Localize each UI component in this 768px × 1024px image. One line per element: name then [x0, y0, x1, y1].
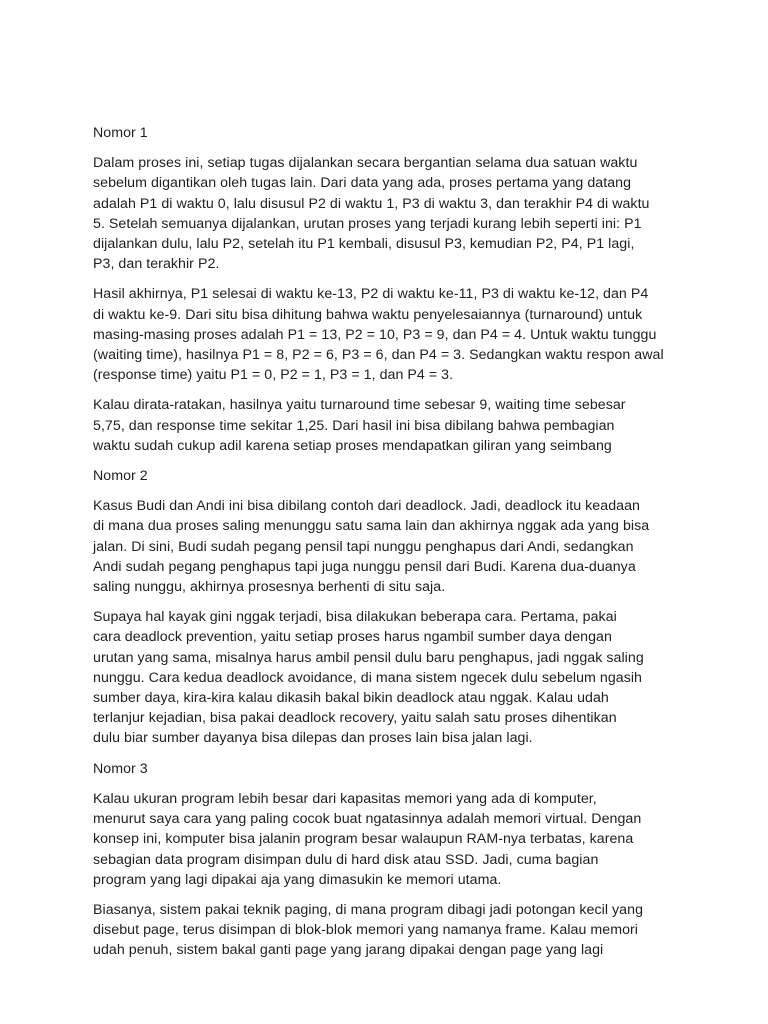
paragraph: Kalau dirata-ratakan, hasilnya yaitu turnaround time sebesar 9, waiting time sebesar 5,75, dan response time sekitar 1,25. Dari hasil ini bisa dibilang bahwa pembagian waktu sudah cukup adil karena setiap proses mendapatkan giliran yang seimbang [93, 397, 626, 454]
document-body [93, 123, 683, 971]
paragraph: Kalau ukuran program lebih besar dari kapasitas memori yang ada di komputer, menurut saya cara yang paling cocok buat ngatasinnya adalah memori virtual. Dengan konsep ini, komputer bisa jalanin program besar walaupun RAM-nya terbatas, karena sebagian data program disimpan dulu di hard disk atau SSD. Jadi, cuma bagian program yang lagi dipakai aja yang dimasukin ke memori utama. [93, 790, 642, 888]
paragraph: Supaya hal kayak gini nggak terjadi, bisa dilakukan beberapa cara. Pertama, pakai cara deadlock prevention, yaitu setiap proses harus ngambil sumber daya dengan urutan yang sama, misalnya harus ambil pensil dulu baru penghapus, jadi nggak saling nunggu. Cara kedua deadlock avoidance, di mana sistem ngecek dulu sebelum ngasih sumber daya, kira-kira kalau dikasih bakal bikin deadlock atau nggak. Kalau udah terlanjur kejadian, bisa pakai deadlock recovery, yaitu salah satu proses dihentikan dulu biar sumber dayanya bisa dilepas dan proses lain bisa jalan lagi. [93, 609, 644, 747]
section-heading: Nomor 3 [93, 760, 148, 777]
paragraph: Kasus Budi dan Andi ini bisa dibilang contoh dari deadlock. Jadi, deadlock itu keadaan di mana dua proses saling menunggu satu sama lain dan akhirnya nggak ada yang bisa jalan. Di sini, Budi sudah pegang pensil tapi nunggu penghapus dari Andi, sedangkan Andi sudah pegang penghapus tapi juga nunggu pensil dari Budi. Karena dua-duanya saling nunggu, akhirnya prosesnya berhenti di situ saja. [93, 498, 650, 596]
paragraph: Hasil akhirnya, P1 selesai di waktu ke-13, P2 di waktu ke-11, P3 di waktu ke-12, dan P4 di waktu ke-9. Dari situ bisa dihitung bahwa waktu penyelesaiannya (turnaround) untuk masing-masing proses adalah P1 = 13, P2 = 10, P3 = 9, dan P4 = 4. Untuk waktu tunggu (waiting time), hasilnya P1 = 8, P2 = 6, P3 = 6, dan P4 = 3. Sedangkan waktu respon awal (response time) yaitu P1 = 0, P2 = 1, P3 = 1, dan P4 = 3. [93, 286, 664, 384]
paragraph: Biasanya, sistem pakai teknik paging, di mana program dibagi jadi potongan kecil yang disebut page, terus disimpan di blok-blok memori yang namanya frame. Kalau memori udah penuh, sistem bakal ganti page yang jarang dipakai dengan page yang lagi [93, 901, 644, 959]
section-heading: Nomor 2 [93, 468, 148, 485]
paragraph: Dalam proses ini, setiap tugas dijalankan secara bergantian selama dua satuan waktu sebelum digantikan oleh tugas lain. Dari data yang ada, proses pertama yang datang adalah P1 di waktu 0, lalu disusul P2 di waktu 1, P3 di waktu 3, dan terakhir P4 di waktu 5. Setelah semuanya dijalankan, urutan proses yang terjadi kurang lebih seperti ini: P1 dijalankan dulu, lalu P2, setelah itu P1 kembali, disusul P3, kemudian P2, P4, P1 lagi, P3, dan terakhir P2. [93, 155, 650, 273]
section-nomor-1 [93, 123, 683, 456]
section-nomor-2 [93, 466, 683, 749]
section-heading: Nomor 1 [93, 125, 148, 141]
section-nomor-3 [93, 759, 683, 961]
